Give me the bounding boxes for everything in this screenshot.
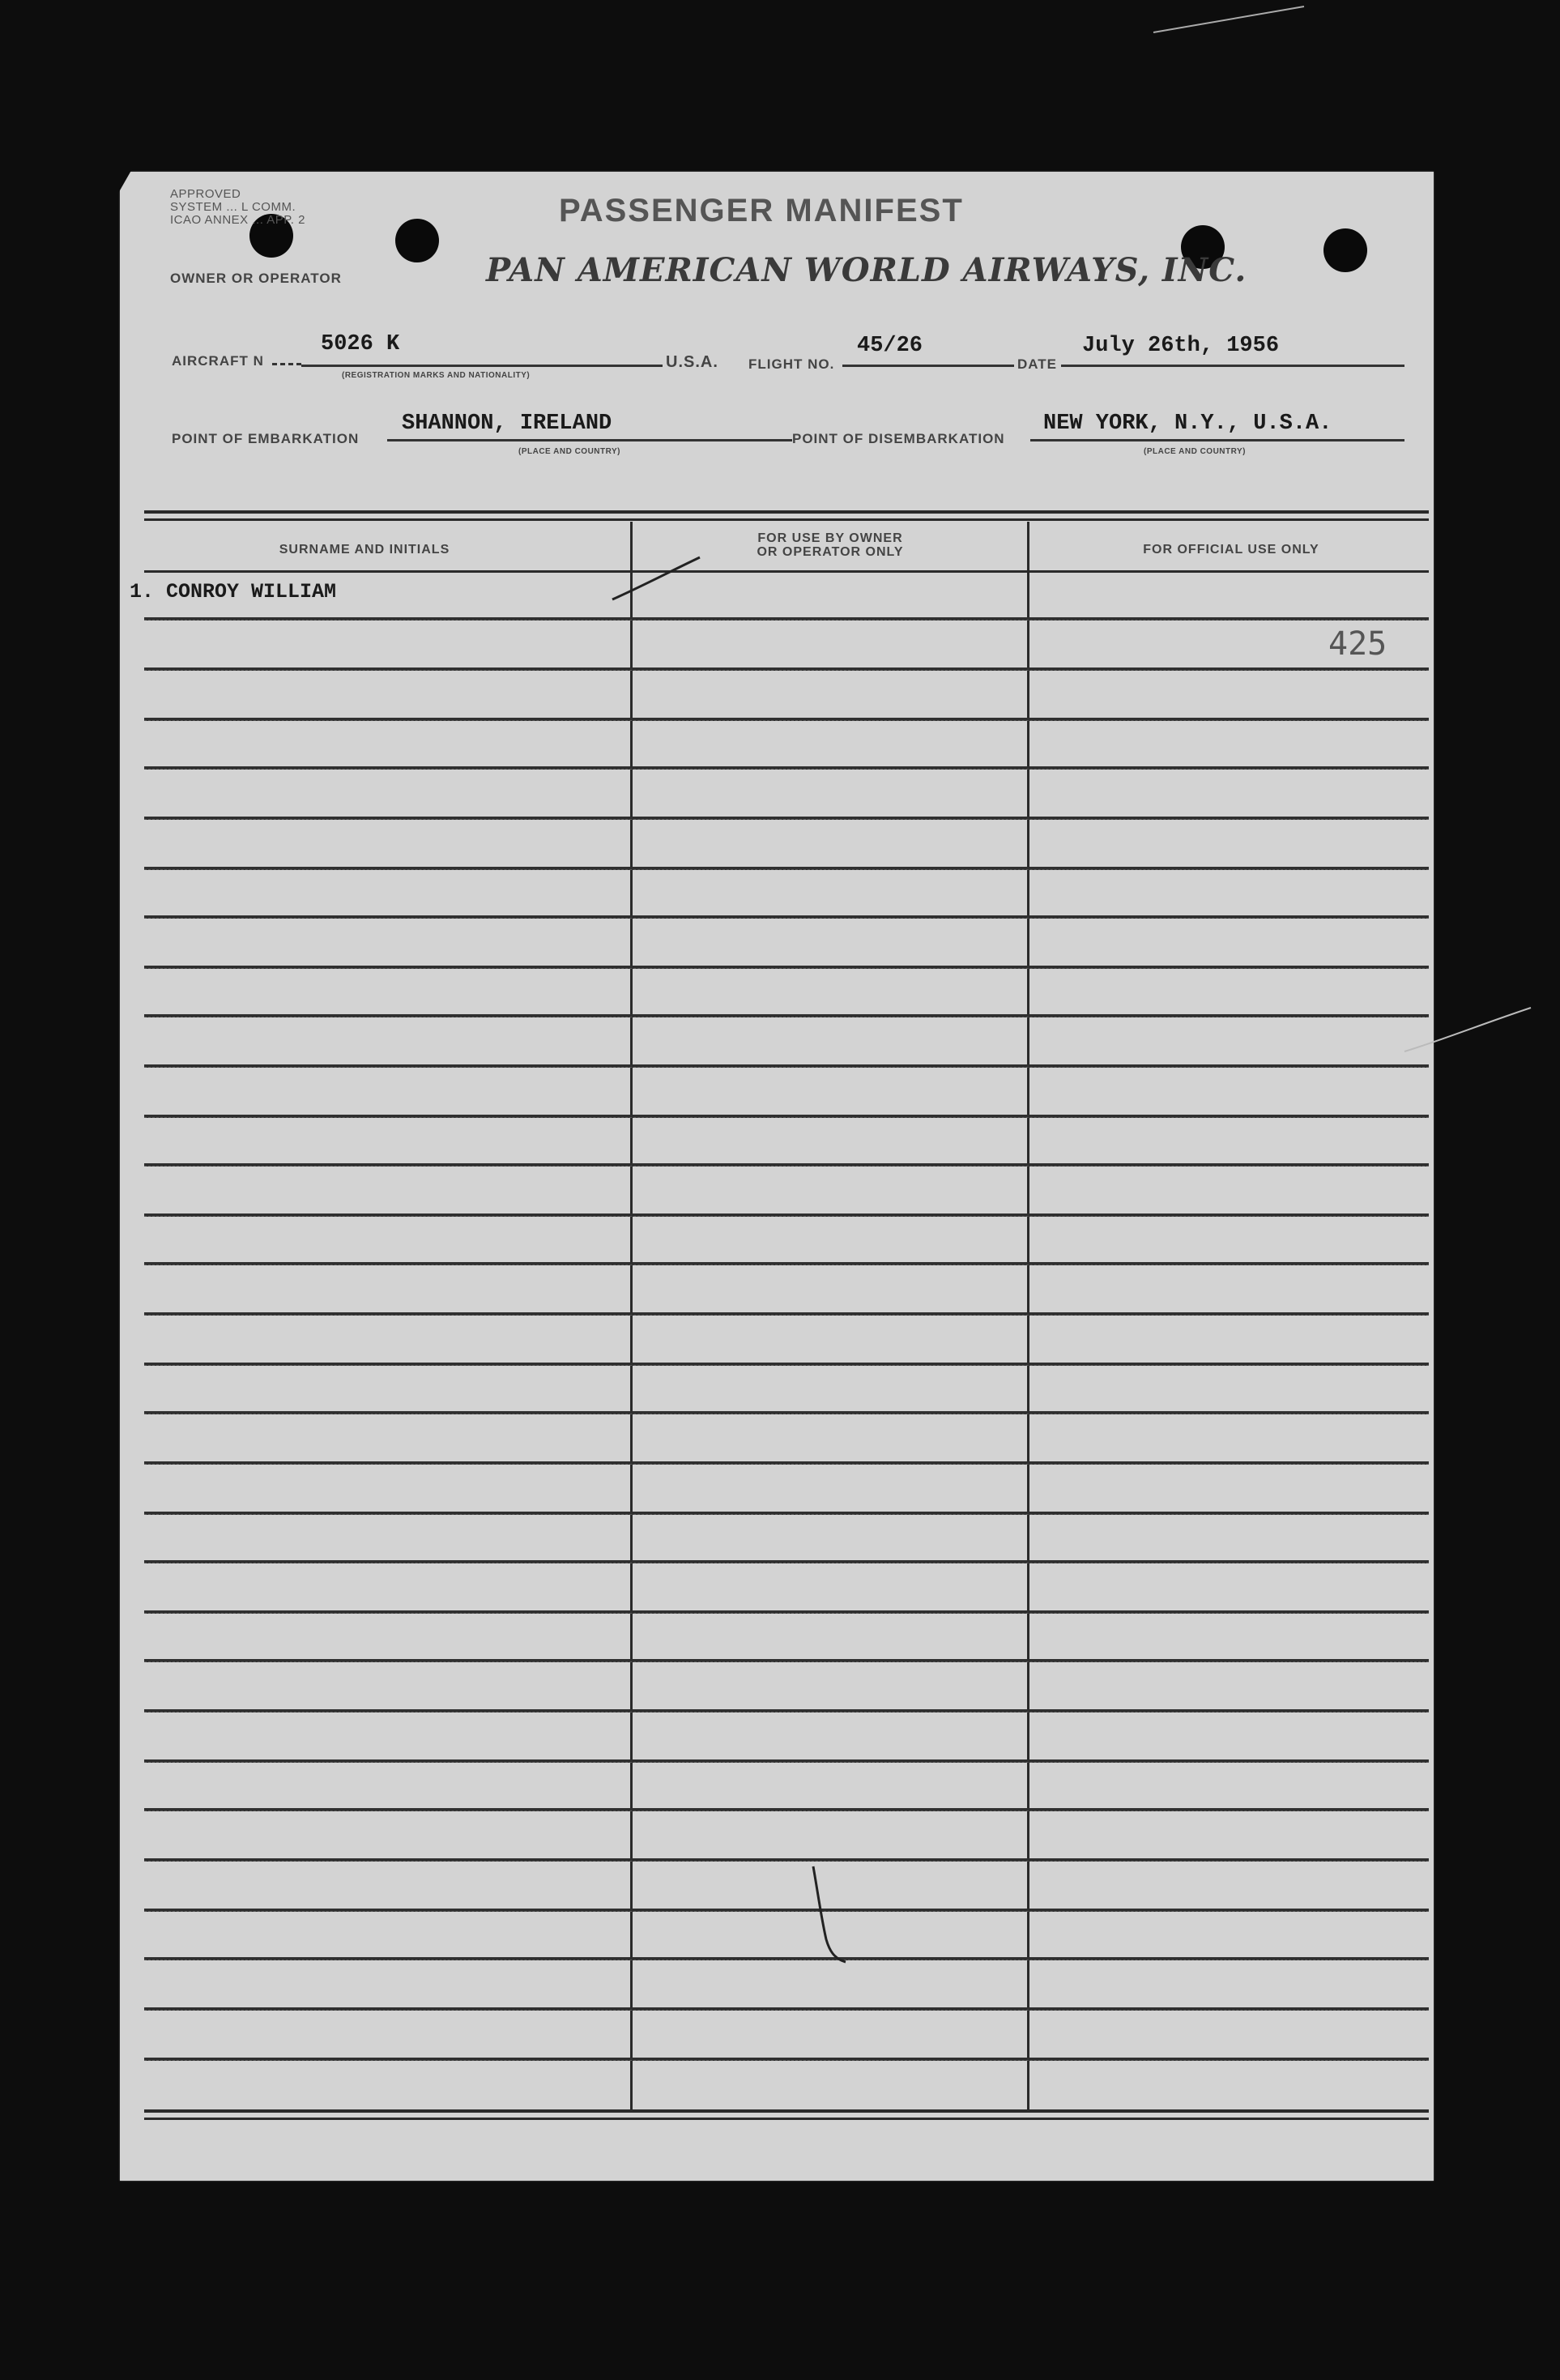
- row-line: [144, 1163, 1429, 1167]
- torn-corner: [104, 162, 136, 219]
- row-line: [144, 915, 1429, 919]
- row-line: [144, 1115, 1429, 1118]
- row-line: [144, 1858, 1429, 1862]
- row-line: [144, 1312, 1429, 1316]
- approval-line-3: ICAO ANNEX ... APP. 2: [170, 213, 305, 227]
- header-official: FOR OFFICIAL USE ONLY: [1143, 543, 1319, 557]
- disembarkation-sub-label: (PLACE AND COUNTRY): [1144, 447, 1246, 456]
- row-line: [144, 1213, 1429, 1217]
- row-line: [144, 2007, 1429, 2011]
- flight-label: FLIGHT NO.: [748, 356, 835, 372]
- row-line: [144, 1064, 1429, 1068]
- row-line: [144, 1759, 1429, 1763]
- row-line: [144, 1560, 1429, 1563]
- header-owner-line2: OR OPERATOR ONLY: [757, 545, 904, 559]
- row-line: [144, 1659, 1429, 1662]
- row-line: [144, 1363, 1429, 1366]
- row-line: [144, 718, 1429, 721]
- disembarkation-underline: [1030, 439, 1404, 441]
- table-bottom-rule-2: [144, 2118, 1429, 2120]
- embarkation-underline: [387, 439, 792, 441]
- row-line: [144, 766, 1429, 770]
- disembarkation-value: NEW YORK, N.Y., U.S.A.: [1043, 412, 1332, 436]
- header-owner-line1: FOR USE BY OWNER: [757, 531, 903, 545]
- date-label: DATE: [1017, 356, 1058, 372]
- row-line: [144, 817, 1429, 820]
- date-underline: [1061, 365, 1404, 367]
- row-line: [144, 617, 1429, 621]
- aircraft-label: AIRCRAFT N: [172, 353, 264, 369]
- flight-underline: [842, 365, 1014, 367]
- row-line: [144, 1808, 1429, 1811]
- column-divider-1: [630, 522, 633, 2109]
- row-line: [144, 1461, 1429, 1465]
- approval-line-2: SYSTEM ... L COMM.: [170, 200, 296, 214]
- date-value: July 26th, 1956: [1082, 334, 1280, 358]
- table-top-rule-2: [144, 518, 1429, 521]
- aircraft-country: U.S.A.: [666, 353, 718, 371]
- disembarkation-label: POINT OF DISEMBARKATION: [792, 431, 1005, 446]
- manifest-sheet: [120, 172, 1434, 2181]
- passenger-entry-1: 1. CONROY WILLIAM: [130, 580, 337, 604]
- official-stamp-number: 425: [1328, 625, 1387, 663]
- header-surname: SURNAME AND INITIALS: [279, 543, 450, 557]
- punch-hole-4: [1323, 228, 1367, 272]
- row-line: [144, 1411, 1429, 1414]
- owner-value: PAN AMERICAN WORLD AIRWAYS, INC.: [486, 251, 1247, 289]
- table-top-rule-1: [144, 510, 1429, 514]
- aircraft-underline: [301, 365, 663, 367]
- row-line: [144, 966, 1429, 969]
- flight-value: 45/26: [857, 334, 923, 358]
- row-line: [144, 1709, 1429, 1712]
- row-line: [144, 867, 1429, 870]
- punch-hole-2: [395, 219, 439, 262]
- pen-stroke-icon: [807, 1862, 855, 1967]
- scratch-mark-icon: [1401, 1000, 1539, 1056]
- approval-block: [170, 188, 305, 227]
- scratch-mark-icon: [1150, 0, 1312, 41]
- aircraft-value: 5026 K: [321, 332, 400, 356]
- embarkation-label: POINT OF EMBARKATION: [172, 431, 360, 446]
- aircraft-sub-label: (REGISTRATION MARKS AND NATIONALITY): [342, 371, 531, 380]
- row-line: [144, 1957, 1429, 1960]
- row-line: [144, 1014, 1429, 1017]
- embarkation-value: SHANNON, IRELAND: [402, 412, 612, 436]
- column-divider-2: [1027, 522, 1029, 2109]
- row-line: [144, 1512, 1429, 1515]
- owner-label: OWNER OR OPERATOR: [170, 271, 342, 286]
- row-line: [144, 1610, 1429, 1614]
- header-bottom-rule: [144, 570, 1429, 573]
- embarkation-sub-label: (PLACE AND COUNTRY): [518, 447, 620, 456]
- row-line: [144, 2058, 1429, 2061]
- row-line: [144, 1909, 1429, 1912]
- table-bottom-rule-1: [144, 2109, 1429, 2113]
- row-line: [144, 668, 1429, 671]
- row-line: [144, 1262, 1429, 1265]
- approval-line-1: APPROVED: [170, 187, 241, 201]
- page-title: PASSENGER MANIFEST: [559, 193, 964, 228]
- aircraft-leader: [272, 363, 301, 368]
- check-mark-icon: [609, 554, 706, 603]
